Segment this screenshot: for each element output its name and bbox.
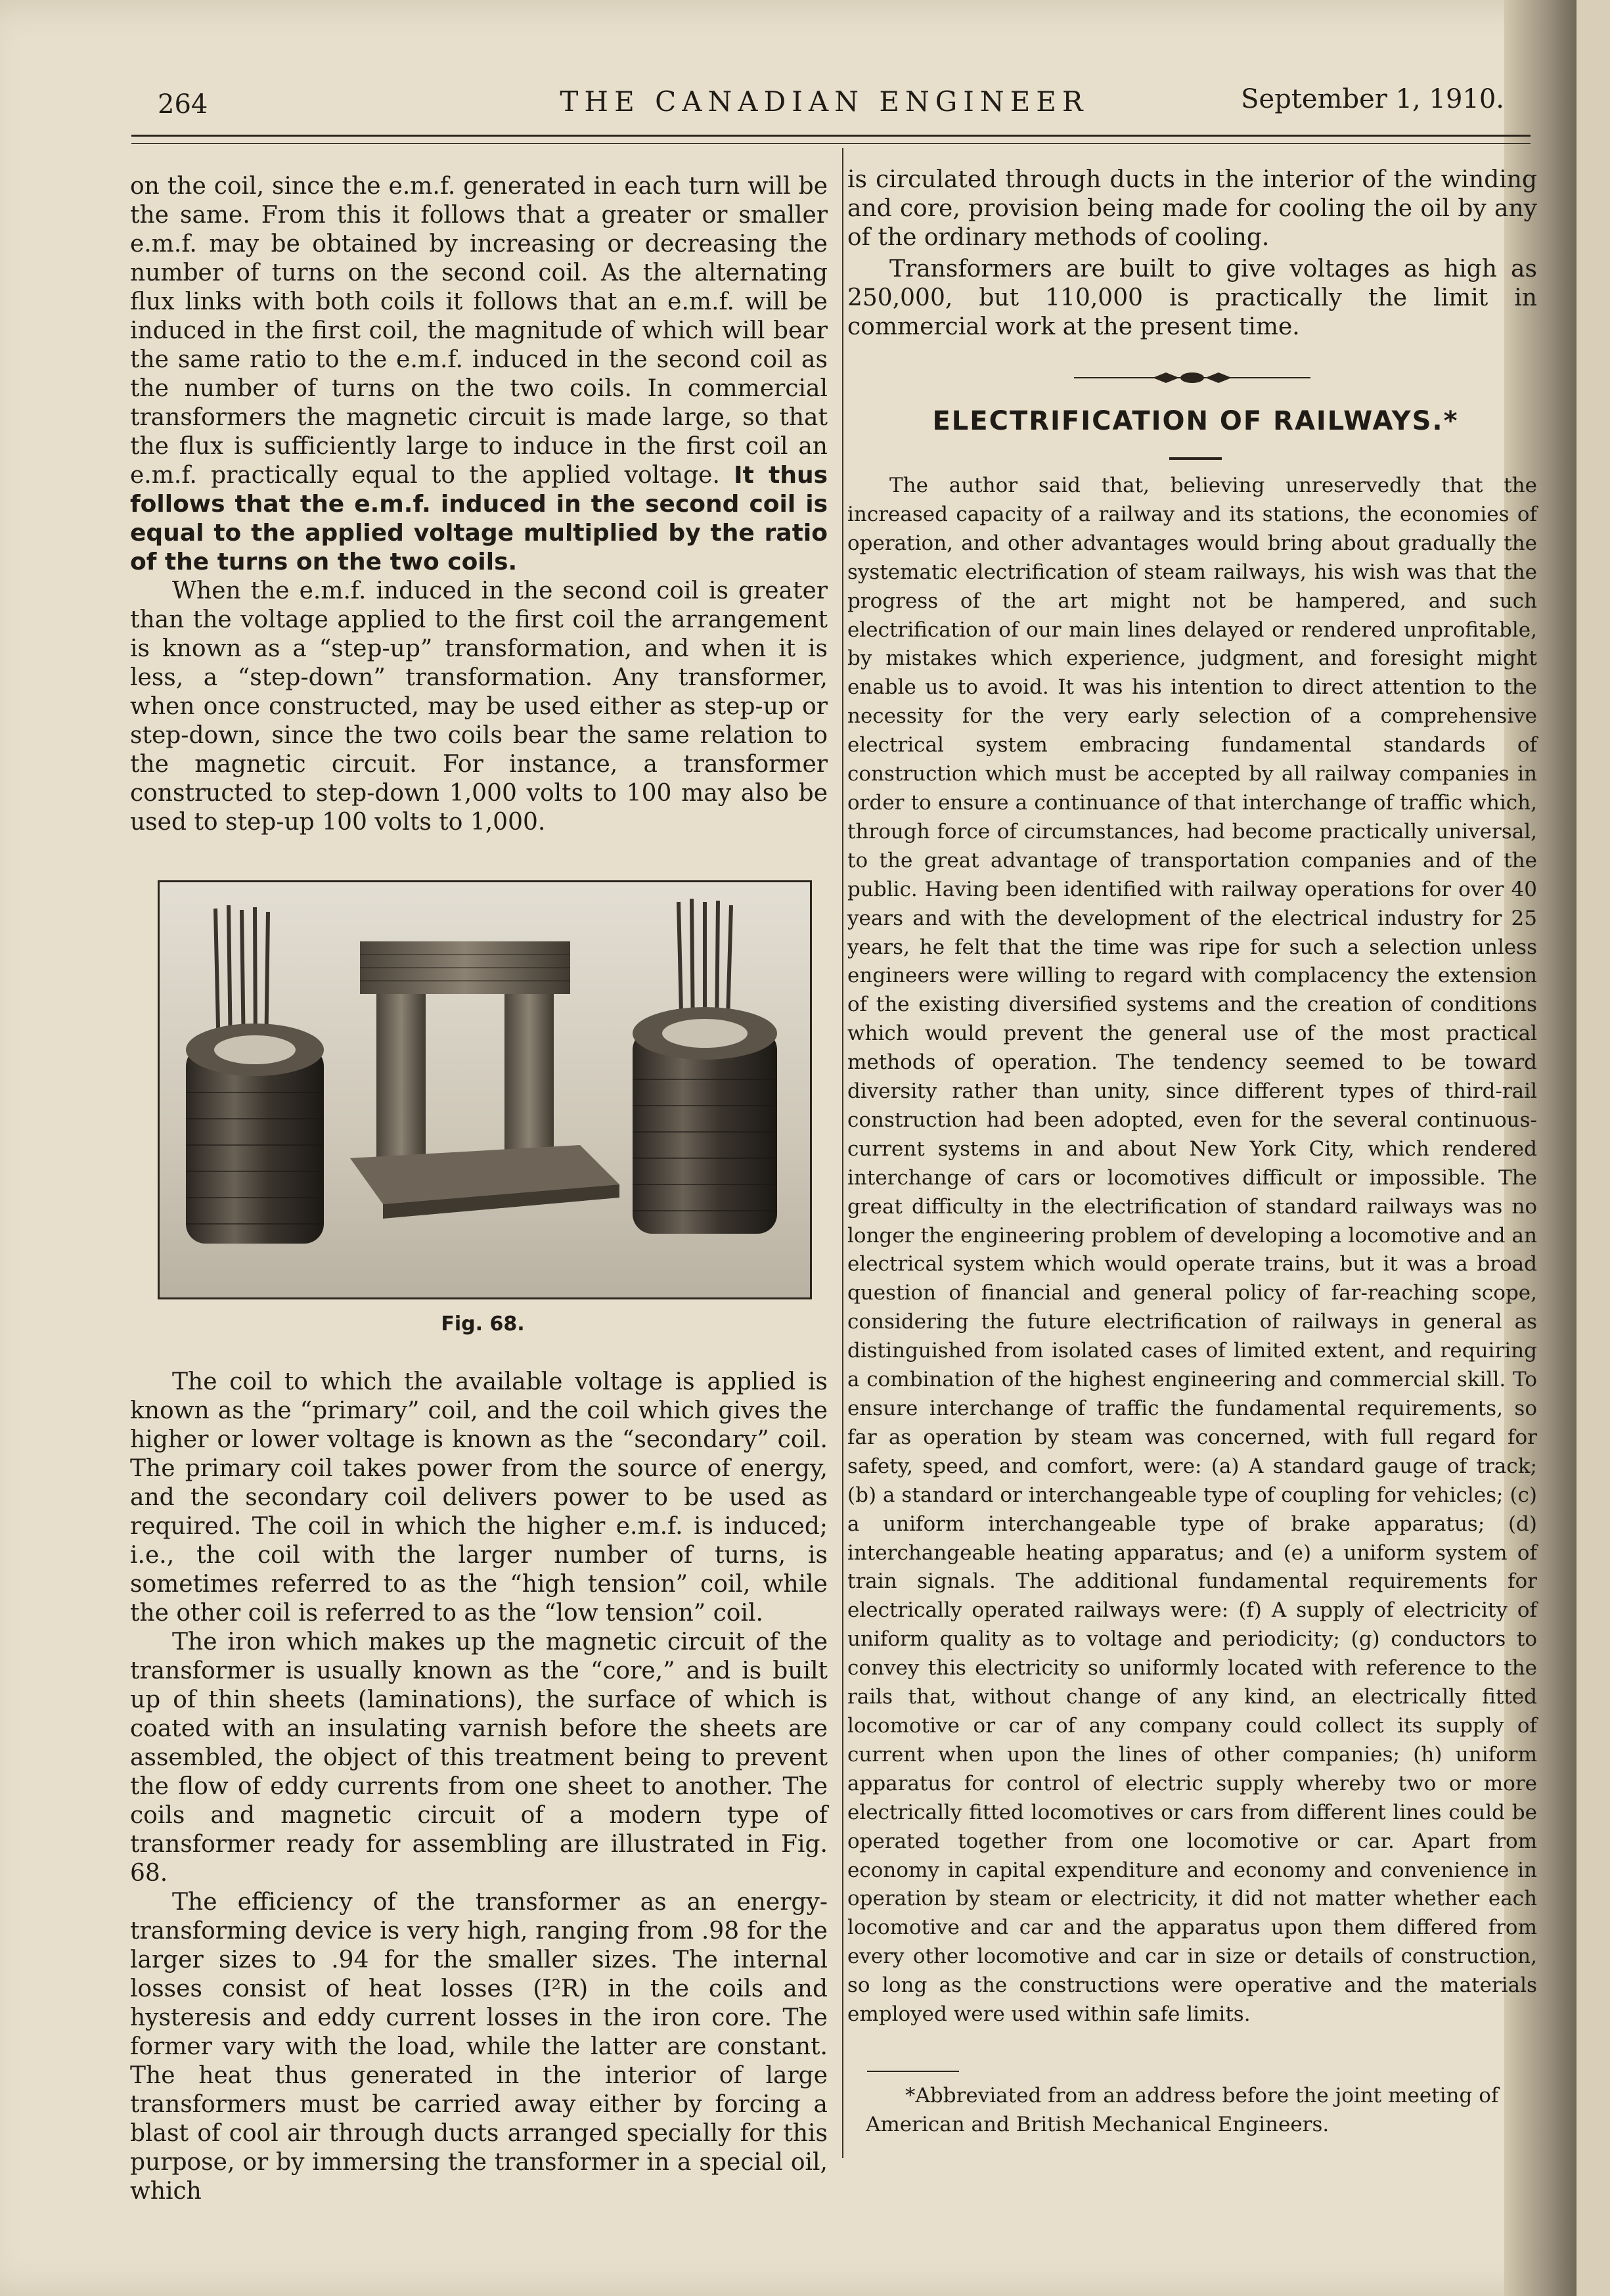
paragraph: Transformers are built to give voltages as high as 250,000, but 110,000 is practically the limit in commercial work at the present time. [847,256,1537,340]
journal-title: THE CANADIAN ENGINEER [560,85,1089,118]
paragraph: The author said that, believing unreservedly that the increased capacity of a railway and its stations, the economies of operation, and other advantages would bring about gradually the systematic electrification of steam railways, his wish was that the progress of the art might not be hampered, and such electrification of our main lines delayed or rendered unprofitable, by mistakes which experience, judgment, and foresight might enable us to avoid. It was his intention to direct attention to the necessity for the very early selection of a comprehensive electrical system embracing fundamental standards of construction which must be accepted by all railway companies in order to ensure a continuance of that interchange of traffic which, through force of circumstances, had become practically universal, to the great advantage of transportation companies and of the public. Having been identified with railway operations for over 40 years and with the development of the electrical industry for 25 years, he felt that the time was ripe for such a selection unless engineers were willing to regard with complacency the extension of the existing diversified systems and the creation of conditions which would prevent the general use of the most practical methods of operation. The tendency seemed to be toward diversity rather than unity, since different types of third-rail construction had been adopted, even for the several continuous-current systems in and about New York City, which rendered interchange of cars or locomotives difficult or impossible. The great difficulty in the electrification of standard railways was no longer the engineering problem of developing a locomotive and an electrical system which would operate trains, but it was a broad question of financial and general policy of far-reaching scope, considering the future electrification of railways in general as distinguished from isolated cases of limited extent, and requiring a combination of the highest engineering and commercial skill. To ensure interchange of traffic the fundamental requirements, so far as operation by steam was concerned, with full regard for safety, speed, and comfort, were: (a) A standard gauge of track; (b) a standard or interchangeable type of coupling for vehicles; (c) a uniform interchangeable type of brake apparatus; (d) interchangeable heating apparatus; and (e) a uniform system of train signals. The additional fundamental requirements for electrically operated railways were: (f) A supply of electricity of uniform quality as to voltage and periodicity; (g) conductors to convey this electricity so uniformly located with reference to the rails that, without change of any kind, an electrically fitted locomotive or car of any company could collect its supply of current when upon the lines of other companies; (h) uniform apparatus for control of electric supply whereby two or more electrically fitted locomotives or cars from different lines could be operated together from one locomotive or car. Apart from economy in capital expenditure and economy and convenience in operation by steam or electricity, it did not matter whether each locomotive and car and the apparatus upon them differed from every other locomotive and car in size or details of construction, so long as the constructions were operative and the materials employed were used within safe limits. [847,474,1537,2027]
footnote [866,2081,1536,2139]
right-column-top [847,166,1537,342]
paragraph: is circulated through ducts in the interior of the winding and core, provision being made for cooling the oil by any of the ordinary methods of cooling. [847,166,1537,251]
footnote-text: *Abbreviated from an address before the joint meeting of American and British Mechanical Engineers. [866,2084,1499,2136]
paragraph: The efficiency of the transformer as an energy-transforming device is very high, ranging from .98 for the larger sizes to .94 for the smaller sizes. The internal losses consist of heat losses (I²R) in the coils and hysteresis and eddy current losses in the iron core. The former vary with the load, while the latter are constant. The heat thus generated in the interior of large transformers must be carried away either by forcing a blast of cool air through ducts arranged specially for this purpose, or by immersing the transformer in a special oil, which [130,1889,828,2205]
transformer-illustration [160,882,810,1297]
paragraph: When the e.m.f. induced in the second coil is greater than the voltage applied to the first coil the arrangement is known as a “step-up” transformation, and when it is less, a “step-down” transformation. Any transformer, when once constructed, may be used either as step-up or step-down, since the two coils bear the same relation to the magnetic circuit. For instance, a transformer constructed to step-down 1,000 volts to 100 may also be used to step-up 100 volts to 1,000. [130,577,828,836]
paragraph [130,172,828,577]
header-rule-thin [131,143,1531,144]
article-body [847,472,1537,2029]
paragraph: The coil to which the available voltage is applied is known as the “primary” coil, and the coil which gives the higher or lower voltage is known as the “secondary” coil. The primary coil takes power from the source of energy, and the secondary coil delivers power to be used as required. The coil in which the higher e.m.f. is induced; i.e., the coil with the larger number of turns, is sometimes referred to as the “high tension” coil, while the other coil is referred to as the “low tension” coil. [130,1368,828,1627]
paragraph-text: on the coil, since the e.m.f. generated in each turn will be the same. From this it follows that a greater or smaller e.m.f. may be obtained by increasing or decreasing the number of turns on the second coil. As the alternating flux links with both coils it follows that an e.m.f. will be induced in the first coil, the magnitude of which will bear the same ratio to the e.m.f. induced in the second coil as the number of turns on the two coils. In commercial transformers the magnetic circuit is made large, so that the flux is sufficiently large to induce in the first coil an e.m.f. practically equal to the applied voltage. [130,173,828,489]
left-column-bottom [130,1368,828,2206]
figure-caption: Fig. 68. [441,1313,525,1336]
left-column-top [130,172,828,837]
paragraph: The iron which makes up the magnetic circuit of the transformer is usually known as the “core,” and is built up of thin sheets (laminations), the surface of which is coated with an insulating varnish before the sheets are assembled, the object of this treatment being to prevent the flow of eddy currents from one sheet to another. The coils and magnetic circuit of a modern type of transformer ready for assembling are illustrated in Fig. 68. [130,1629,828,1887]
column-divider [842,148,843,2158]
bold-statement: It thus follows that the e.m.f. induced in the second coil is equal to the applied voltage multiplied by the ratio of the turns on the two coils. [130,462,828,575]
page-number: 264 [158,89,208,120]
title-underline [1169,457,1222,460]
transformer-photo [158,880,812,1299]
page-header [131,80,1517,133]
section-ornament [1074,365,1310,391]
issue-date: September 1, 1910. [1241,84,1504,114]
article-title: ELECTRIFICATION OF RAILWAYS.* [932,406,1459,436]
footnote-rule [867,2071,959,2072]
header-rule [131,135,1531,137]
